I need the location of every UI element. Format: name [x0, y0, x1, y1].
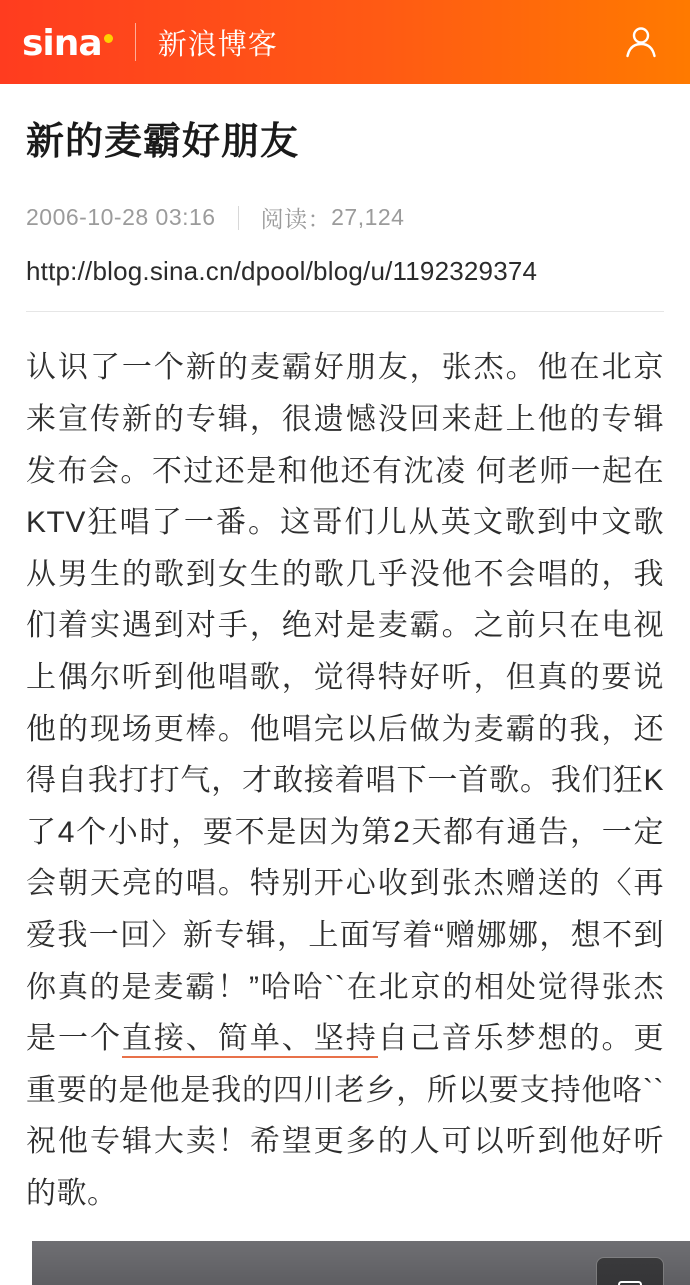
user-avatar-icon[interactable]	[618, 19, 664, 65]
article-container	[0, 84, 690, 1219]
article-body-highlight: 直接、简单、坚持	[122, 1022, 378, 1058]
sina-logo-dot	[104, 34, 113, 43]
article-body	[26, 342, 664, 1219]
image-gallery-icon[interactable]	[596, 1257, 664, 1285]
article-body-part2: 自己音乐梦想的。更重要的是他是我的四川老乡，所以要支持他咯``祝他专辑大卖！希望更多的人可以听到他好听的歌。	[26, 1022, 665, 1210]
article-url[interactable]: http://blog.sina.cn/dpool/blog/u/1192329374	[26, 256, 538, 287]
read-label: 阅读：	[260, 206, 332, 233]
article-photo[interactable]	[0, 1241, 690, 1285]
read-count: 27,124	[331, 204, 405, 231]
publish-date: 2006-10-28 03:16	[26, 204, 216, 231]
site-name[interactable]: 新浪博客	[157, 28, 278, 61]
header-rule	[26, 311, 664, 312]
header-divider	[135, 23, 136, 61]
article-meta	[26, 201, 664, 234]
meta-separator	[238, 206, 239, 230]
article-body-part1: 认识了一个新的麦霸好朋友，张杰。他在北京来宣传新的专辑，很遗憾没回来赶上他的专辑发布会。不过还是和他还有沈凌 何老师一起在KTV狂唱了一番。这哥们儿从英文歌到中文歌从男生的歌到女生的歌几乎没他不会唱的，我们着实遇到对手，绝对是麦霸。之前只在电视上偶尔听到他唱歌，觉得特好听，但真的要说他的现场更棒。他唱完以后做为麦霸的我，还得自我打打气，才敢接着唱下一首歌。我们狂K了4个小时，要不是因为第2天都有通告，一定会朝天亮的唱。特别开心收到张杰赠送的〈再爱我一回〉新专辑，上面写着“赠娜娜，想不到你真的是麦霸！”哈哈``在北京的相处觉得张杰是一个	[26, 351, 664, 1056]
photo-left-margin	[0, 1241, 32, 1285]
sina-logo-text: sina	[22, 23, 102, 64]
page-title: 新的麦霸好朋友	[26, 121, 300, 163]
photo-image	[0, 1241, 690, 1285]
sina-logo[interactable]	[22, 23, 113, 64]
app-header	[0, 0, 690, 84]
